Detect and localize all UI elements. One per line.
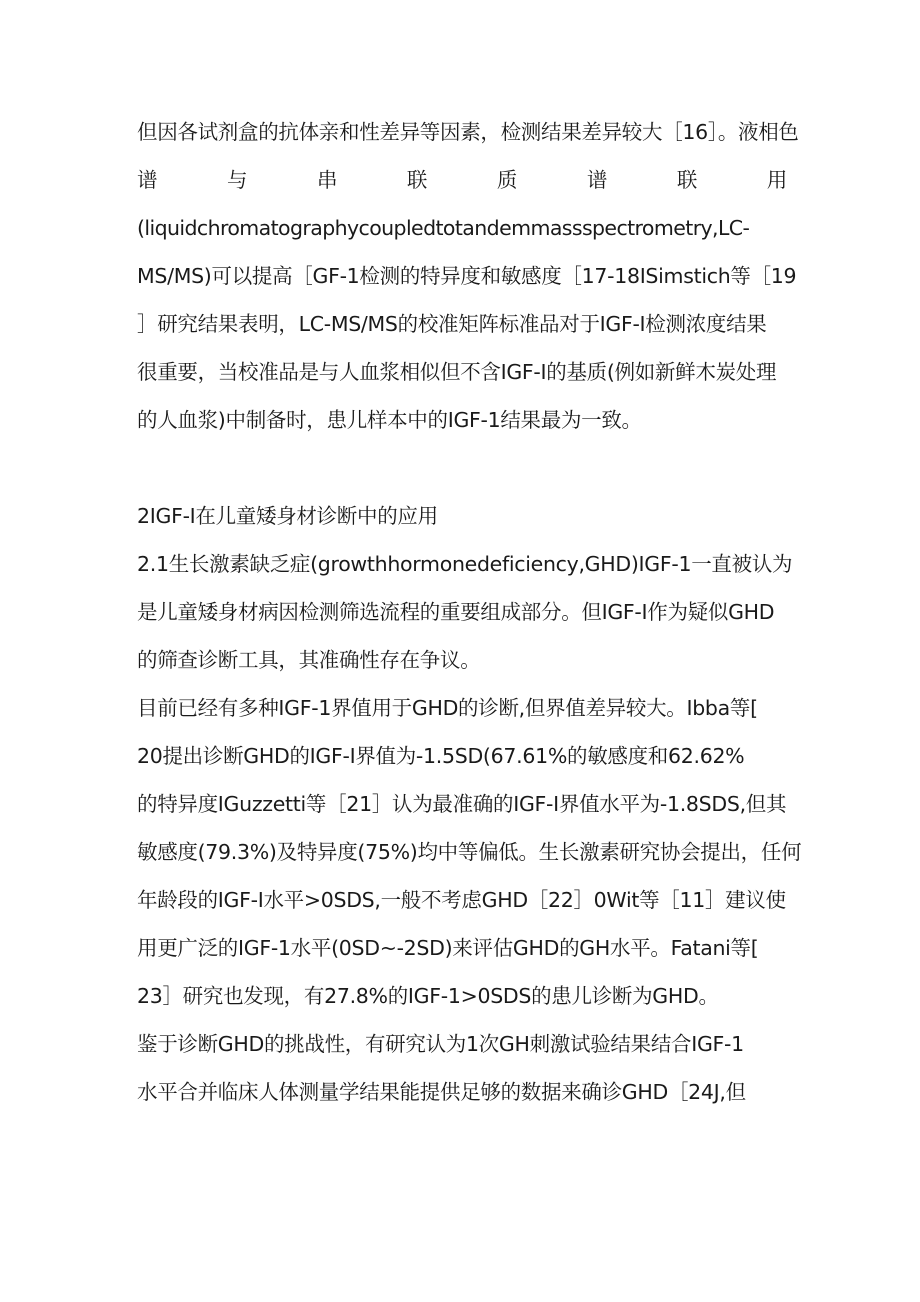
text-line: (liquidchromatographycoupledtotandemmassspectrometry,LC-: [137, 216, 750, 240]
text-line: 用更广泛的IGF-1水平(0SD~-2SD)来评估GHD的GH水平。Fatani等[: [137, 936, 759, 960]
text-line: 很重要，当校准品是与人血浆相似但不含IGF-I的基质(例如新鲜木炭处理: [137, 360, 777, 384]
text-line: 鉴于诊断GHD的挑战性，有研究认为1次GH刺激试验结果结合IGF-1: [137, 1032, 744, 1056]
text-line: 水平合并临床人体测量学结果能提供足够的数据来确诊GHD［24J,但: [137, 1080, 746, 1104]
spread-char: 联: [676, 168, 698, 192]
text-line: 敏感度(79.3%)及特异度(75%)均中等偏低。生长激素研究协会提出，任何: [137, 840, 802, 864]
spread-char: 质: [496, 168, 518, 192]
spread-char: 谱: [586, 168, 608, 192]
spread-text-line: [137, 160, 787, 200]
spread-char: 与: [226, 168, 248, 192]
text-line: 的人血浆)中制备时，患儿样本中的IGF-1结果最为一致。: [137, 408, 642, 432]
text-line: 年龄段的IGF-I水平>0SDS,一般不考虑GHD［22］0Wit等［11］建议使: [137, 888, 786, 912]
text-line: 是儿童矮身材病因检测筛选流程的重要组成部分。但IGF-I作为疑似GHD: [137, 600, 775, 624]
text-line: 但因各试剂盒的抗体亲和性差异等因素，检测结果差异较大［16］。液相色: [137, 120, 799, 144]
text-line: 20提出诊断GHD的IGF-I界值为-1.5SD(67.61%的敏感度和62.62%: [137, 744, 745, 768]
spread-char: 用: [766, 168, 787, 192]
text-line: 的特异度IGuzzetti等［21］认为最准确的IGF-I界值水平为-1.8SDS,但其: [137, 792, 787, 816]
spread-char: 串: [316, 168, 338, 192]
text-line: ］研究结果表明，LC-MS/MS的校准矩阵标准品对于IGF-I检测浓度结果: [137, 312, 767, 336]
text-line: MS/MS)可以提高［GF-1检测的特异度和敏感度［17-18ISimstich等［19: [137, 264, 797, 288]
spread-char: 谱: [137, 168, 158, 192]
text-line: 目前已经有多种IGF-1界值用于GHD的诊断,但界值差异较大。Ibba等[: [137, 696, 758, 720]
text-line: 的筛查诊断工具，其准确性存在争议。: [137, 648, 481, 672]
spread-char: 联: [406, 168, 428, 192]
text-line: 23］研究也发现，有27.8%的IGF-1>0SDS的患儿诊断为GHD。: [137, 984, 719, 1008]
section-heading: 2IGF-I在儿童矮身材诊断中的应用: [137, 504, 438, 528]
text-line: 2.1生长激素缺乏症(growthhormonedeficiency,GHD)IGF-1一直被认为: [137, 552, 793, 576]
